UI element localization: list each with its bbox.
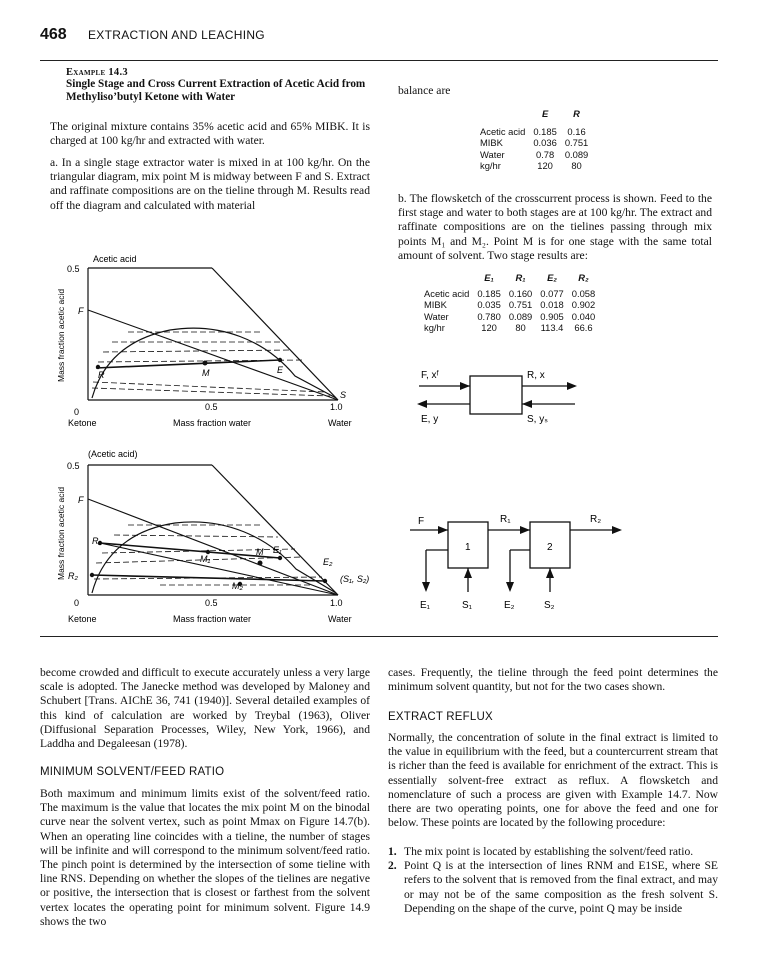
table-row: Acetic acid 0.185 0.16	[480, 125, 586, 137]
table-row: MIBK 0.036 0.751	[480, 137, 589, 148]
stage-1-number: 1	[465, 542, 471, 553]
arrow-feed	[460, 382, 470, 390]
x-tick-mid: 0.5	[205, 402, 218, 412]
example-intro: The original mixture contains 35% acetic acid and 65% MIBK. It is charged at 100 kg/hr and extracted with water.	[50, 120, 370, 148]
label-E2: E₂	[323, 557, 333, 567]
example-title-1: Single Stage and Cross Current Extraction of Acetic Acid from	[66, 78, 366, 90]
apex-label: Acetic acid	[93, 254, 137, 264]
y-tick-top: 0.5	[67, 264, 80, 274]
list-item: 2. Point Q is at the intersection of lines RNM and E1SE, where SE refers to the solvent that is removed from the final extract, and may or may not be of the same composition as the fresh solvent S. Depending on the shape of the curve, point Q may be inside	[388, 859, 718, 915]
arrow-E2	[506, 582, 514, 592]
paragraph-minimum-solvent: Both maximum and minimum limits exist of the solvent/feed ratio. The maximum is the value that locates the mix point M on the binodal curve near the solvent vertex, such as point Mmax on Figure 14.7(b). When an operating line coincides with a tieline, the number of stages will be infinite and will correspond to the minimum solvent/feed ratio. The pinch point is determined by the intersection of some tieline with line RNS. Depending on whether the slopes of the tielines are negative or positive, the intersection that is closest or farthest from the solvent vertex locates the operating point for minimum solvent. Figure 14.9 shows the two	[40, 787, 370, 928]
procedure-list	[388, 845, 718, 916]
table-row: Acetic acid 0.185 0.160 0.077 0.058	[424, 287, 596, 299]
label-solvent: S, yₛ	[527, 414, 548, 425]
results-table-single	[480, 108, 592, 172]
flowsketch-crosscurrent	[410, 510, 670, 620]
label-R1: R₁	[500, 514, 511, 525]
x-axis-label: Mass fraction water	[173, 614, 252, 624]
point-E	[278, 358, 282, 362]
tieline-R2-E2	[92, 575, 325, 581]
label-F: F	[78, 306, 84, 316]
arrow-S1	[464, 568, 472, 578]
label-E1: E₁	[420, 600, 431, 611]
tieline-R1-E1	[100, 543, 280, 558]
x-tick-end: 1.0	[330, 402, 343, 412]
top-rule	[40, 60, 718, 61]
label-F: F	[418, 516, 425, 527]
apex-label: (Acetic acid)	[88, 449, 138, 459]
heading-minimum-solvent: MINIMUM SOLVENT/FEED RATIO	[40, 766, 225, 778]
label-S: S	[340, 390, 347, 400]
running-header: EXTRACTION AND LEACHING	[88, 28, 265, 42]
example-label: Example 14.3	[66, 67, 128, 78]
label-R1: R₁	[92, 536, 102, 546]
col-E2: E₂	[547, 272, 557, 283]
col-E1: E₁	[484, 272, 494, 283]
water-label: Water	[328, 418, 352, 428]
results-table-two-stage	[424, 272, 599, 334]
stage-2-number: 2	[547, 542, 553, 553]
list-item: 1. The mix point is located by establishing the solvent/feed ratio.	[388, 845, 694, 858]
arrow-S2	[546, 568, 554, 578]
example-bottom-rule	[40, 636, 718, 637]
label-E1: E₁	[273, 545, 282, 555]
ternary-diagram-crosscurrent	[40, 445, 370, 630]
stage-box	[470, 376, 522, 414]
point-E1	[278, 556, 282, 560]
label-F: F	[78, 495, 84, 505]
label-raffinate: R, x	[527, 370, 545, 381]
y-axis-label: Mass fraction acetic acid	[56, 486, 66, 580]
arrow-raffinate	[567, 382, 577, 390]
line-F-S	[88, 310, 338, 400]
example-part-a: a. In a single stage extractor water is mixed in at 100 kg/hr. On the triangular diagram, mix point M is midway between F and S. Extract and raffinate compositions are on the tieline through M. Results read off the diagram and calculated with material	[50, 156, 370, 212]
table-row: kg/hr 120 80	[480, 160, 582, 171]
example-title-2: Methyliso’butyl Ketone with Water	[66, 91, 236, 103]
balance-text: balance are	[398, 84, 451, 97]
table-row: Water 0.78 0.089	[480, 148, 589, 160]
paragraph-crowded: become crowded and difficult to execute accurately unless a very large scale is adopted. The Janecke method was developed by Maloney and Schubert [Trans. AIChE 36, 741 (1940)]. Several detailed examples of this kind of calculation are worked by Treybal (1963), Oliver (Diffusional Separation Processes, Wiley, New York, 1966), and Laddha and Degaleesan (1978).	[40, 666, 370, 751]
label-M1: M₁	[200, 554, 211, 564]
label-M2: M₂	[232, 581, 243, 591]
label-S: (S₁, S₂)	[340, 574, 370, 584]
x-tick-zero: 0	[74, 407, 80, 417]
col-E: E	[541, 108, 549, 119]
y-tick-top: 0.5	[67, 461, 80, 471]
label-R: R	[98, 370, 105, 380]
ketone-label: Ketone	[68, 614, 97, 624]
label-E2: E₂	[504, 600, 515, 611]
label-S1: S₁	[462, 600, 473, 611]
arrow-E1	[422, 582, 430, 592]
label-feed: F, xᶠ	[421, 370, 439, 381]
point-M	[258, 561, 263, 566]
example-part-b: b. The flowsketch of the crosscurrent process is shown. Feed to the first stage and water to both stages are at 100 kg/hr. The extract and raffinate compositions are on the tielines passing through mix points M₁ and M₂. Point M is for one stage with the same total amount of solvent. Two stage results are:	[398, 192, 712, 262]
col-R1: R₁	[515, 272, 526, 283]
label-extract: E, y	[421, 414, 439, 425]
label-R2: R₂	[590, 514, 602, 525]
point-R2	[90, 573, 94, 577]
x-tick-end: 1.0	[330, 598, 343, 608]
label-R2: R₂	[68, 571, 78, 581]
x-tick-zero: 0	[74, 598, 80, 608]
label-E: E	[277, 365, 284, 375]
ketone-label: Ketone	[68, 418, 97, 428]
point-M	[203, 361, 208, 366]
label-S2: S₂	[544, 600, 555, 611]
paragraph-cases: cases. Frequently, the tieline through the feed point determines the minimum solvent quantity, but not for the two cases shown.	[388, 666, 718, 694]
table-row: kg/hr 120 80 113.4 66.6	[424, 322, 593, 333]
y-axis-label: Mass fraction acetic acid	[56, 288, 66, 382]
col-R2: R₂	[578, 272, 589, 283]
flowsketch-single-stage	[415, 360, 615, 450]
paragraph-extract-reflux: Normally, the concentration of solute in the final extract is limited to the value in equilibrium with the feed, but a countercurrent stream that is richer than the feed is available for enrichment of the extract. This is essentially solvent-free extract as reflux. A flowsketch and nomenclature of such a process are given with Example 14.7. Now there are two operating points, one for above the feed and one for below. These points are located by the following procedure:	[388, 731, 718, 830]
point-R	[96, 365, 100, 369]
x-tick-mid: 0.5	[205, 598, 218, 608]
label-M: M	[256, 547, 264, 557]
hypotenuse	[212, 465, 338, 595]
example-header	[66, 67, 366, 104]
page-number: 468	[40, 26, 67, 43]
point-E2	[323, 579, 327, 583]
water-label: Water	[328, 614, 352, 624]
table-row: Water 0.780 0.089 0.905 0.040	[424, 310, 596, 322]
tielines	[92, 332, 330, 396]
heading-extract-reflux: EXTRACT REFLUX	[388, 711, 493, 723]
col-R: R	[573, 108, 580, 119]
arrow-extract	[417, 400, 427, 408]
ternary-diagram-single-stage	[40, 250, 370, 435]
arrow-solvent	[522, 400, 532, 408]
label-M: M	[202, 368, 210, 378]
table-row: MIBK 0.035 0.751 0.018 0.902	[424, 299, 596, 310]
x-axis-label: Mass fraction water	[173, 418, 252, 428]
